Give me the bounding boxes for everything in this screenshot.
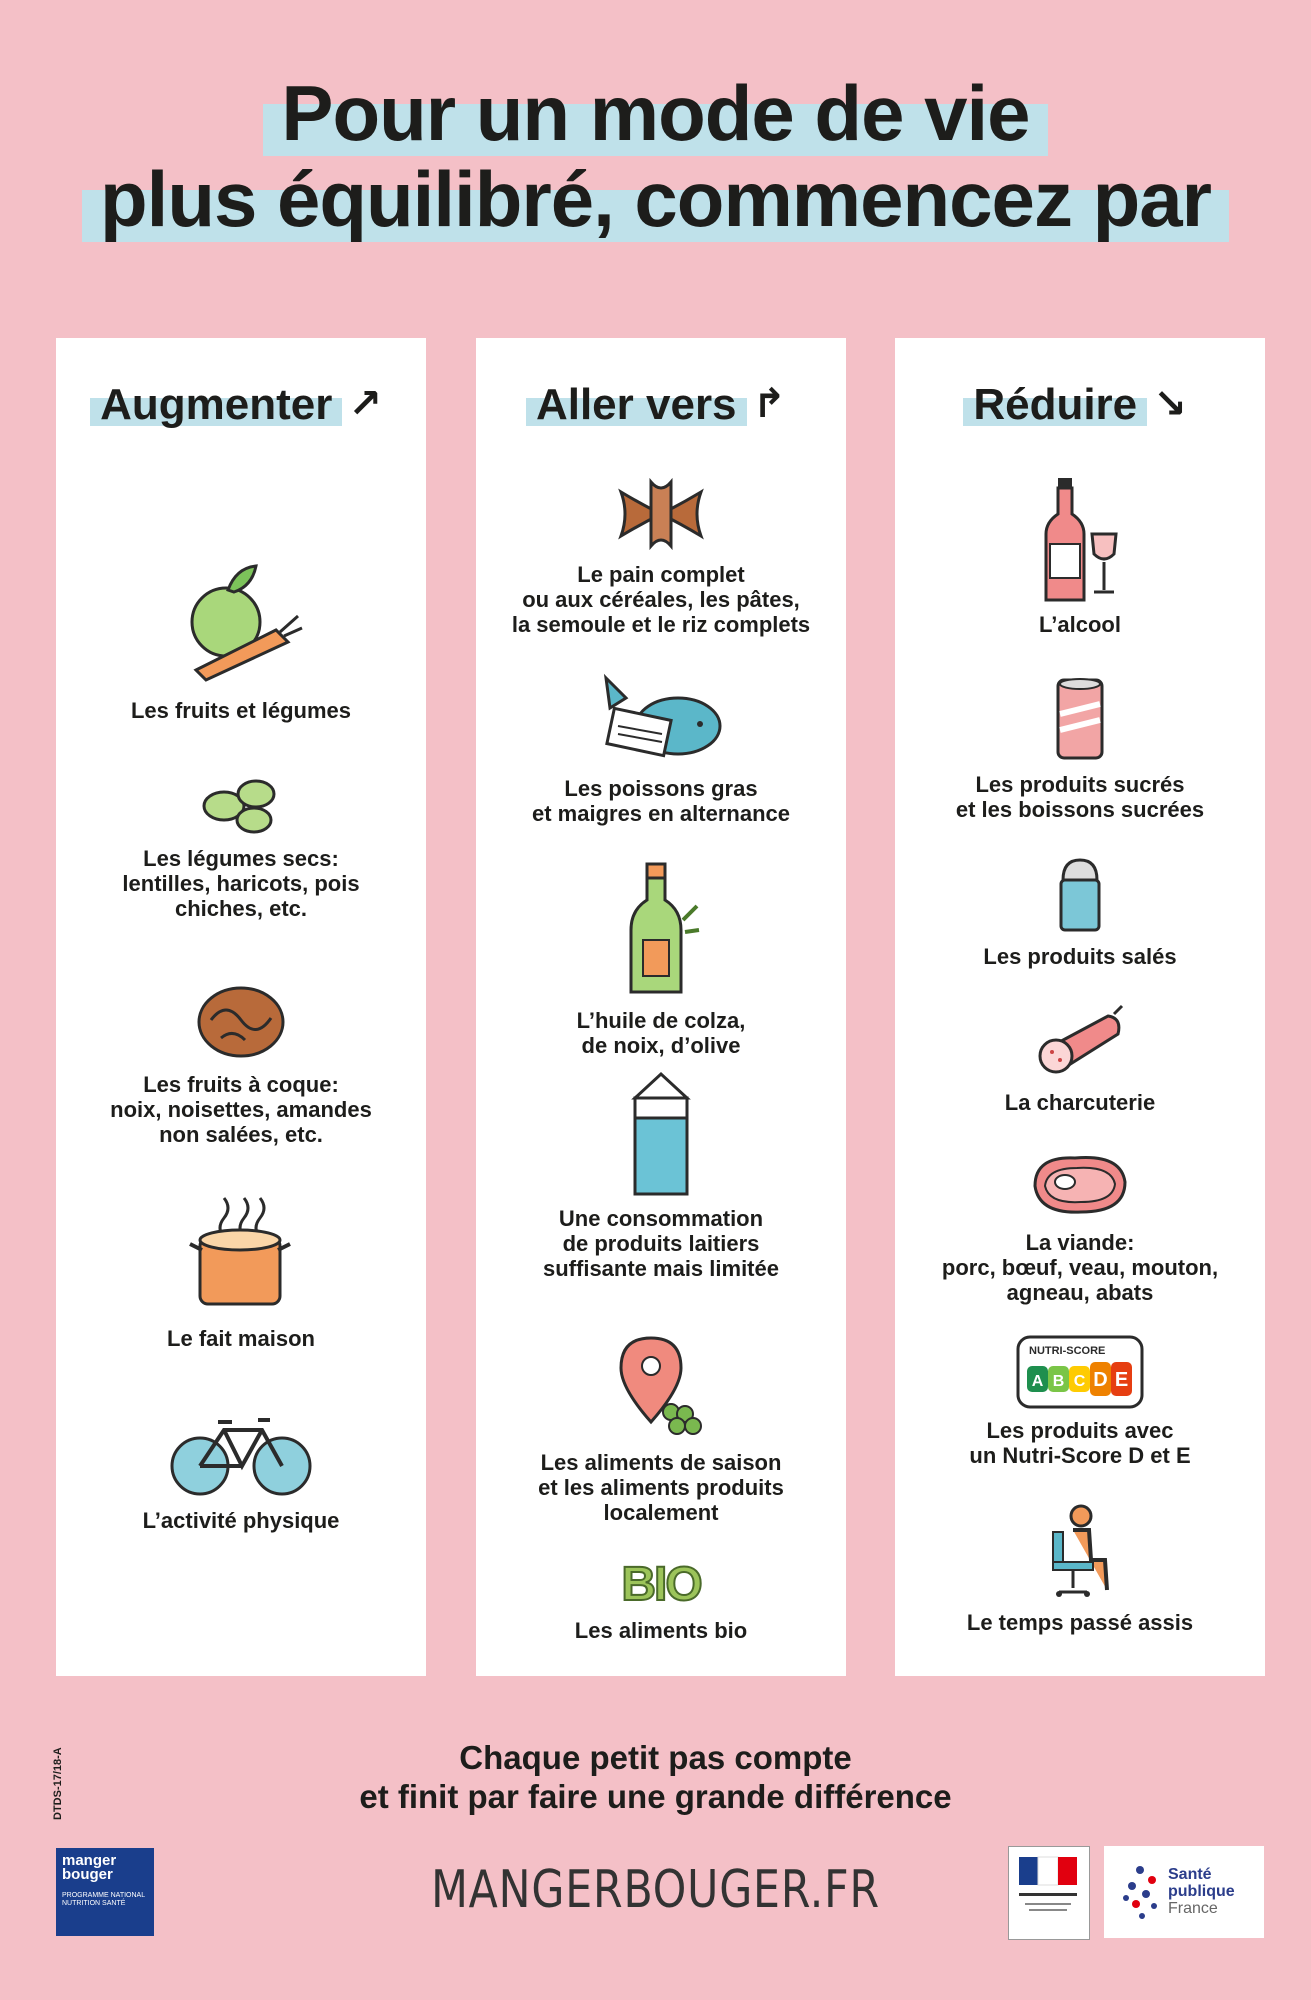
- local-pin-grapes-icon: [611, 1332, 711, 1442]
- item-temps-assis: [895, 1502, 1265, 1635]
- mangerbouger-logo-text: manger bouger: [62, 1852, 117, 1883]
- item-fait-maison: [56, 1188, 426, 1351]
- item-pain-complet: [476, 474, 846, 637]
- sitting-person-icon: [1045, 1502, 1115, 1602]
- item-label: Les produits salés: [983, 944, 1177, 969]
- item-label: Les produits avec un Nutri-Score D et E: [969, 1418, 1191, 1468]
- milk-carton-icon: [621, 1068, 701, 1198]
- nutri-score-letter-b: B: [1052, 1373, 1065, 1390]
- item-label: Les aliments bio: [574, 1618, 748, 1643]
- item-fruits-legumes: [56, 560, 426, 723]
- arrow-turn-right-icon: ↱: [752, 382, 787, 426]
- document-code: DTDS-17/18-A: [52, 1747, 64, 1820]
- nutri-score-letter-c: C: [1073, 1373, 1086, 1390]
- item-produits-sucres: [895, 674, 1265, 822]
- item-nutri-score: [895, 1334, 1265, 1468]
- item-label: Le fait maison: [167, 1326, 315, 1351]
- item-huile: [476, 860, 846, 1058]
- item-bio: [476, 1560, 846, 1643]
- column-reduire: [895, 338, 1265, 1676]
- site-url[interactable]: MANGERBOUGER.FR: [431, 1860, 880, 1920]
- item-label: Les fruits à coque: noix, noisettes, amandes non salées, etc.: [110, 1072, 372, 1147]
- item-alcool: [895, 474, 1265, 637]
- item-label: L’huile de colza, de noix, d’olive: [576, 1008, 746, 1058]
- item-label: Le temps passé assis: [966, 1610, 1194, 1635]
- steak-icon: [1025, 1146, 1135, 1222]
- marianne-flag-icon: [1009, 1847, 1087, 1937]
- column-heading-reduire: Réduire ↘: [895, 380, 1265, 430]
- nutri-score-letter-a: A: [1031, 1373, 1044, 1390]
- item-activite-physique: [56, 1410, 426, 1533]
- nutri-score-icon: [1015, 1334, 1145, 1410]
- beans-icon: [196, 768, 286, 838]
- nutri-score-letters: [1027, 1362, 1132, 1396]
- item-label: La viande: porc, bœuf, veau, mouton, agneau, abats: [941, 1230, 1219, 1305]
- sante-publique-dots-icon: [1110, 1846, 1170, 1938]
- item-label: Les fruits et légumes: [130, 698, 352, 723]
- item-produits-laitiers: [476, 1068, 846, 1281]
- sausage-icon: [1030, 1002, 1130, 1082]
- apple-carrot-icon: [176, 560, 306, 690]
- item-produits-sales: [895, 856, 1265, 969]
- item-fruits-coque: [56, 980, 426, 1147]
- nutri-score-title: NUTRI-SCORE: [1029, 1345, 1106, 1357]
- item-viande: [895, 1146, 1265, 1305]
- footer-tagline: Chaque petit pas compte et finit par faire une grande différence: [359, 1739, 952, 1815]
- item-saison-local: [476, 1332, 846, 1525]
- pasta-icon: [611, 474, 711, 554]
- item-label: Le pain complet ou aux céréales, les pâtes, la semoule et le riz complets: [511, 562, 811, 637]
- page-title: [0, 70, 1311, 242]
- arrow-down-right-icon: ↘: [1153, 382, 1187, 426]
- item-label: Les aliments de saison et les aliments produits localement: [538, 1450, 784, 1525]
- item-label: Les poissons gras et maigres en alternance: [531, 776, 790, 826]
- column-heading-augmenter: Augmenter ↗: [56, 380, 426, 430]
- column-heading-aller-vers: Aller vers ↱: [476, 380, 846, 430]
- item-legumes-secs: [56, 768, 426, 921]
- item-label: Une consommation de produits laitiers suffisante mais limitée: [543, 1206, 779, 1281]
- oil-bottle-icon: [621, 860, 701, 1000]
- column-augmenter: [56, 338, 426, 1676]
- item-poissons: [476, 668, 846, 826]
- salt-shaker-icon: [1055, 856, 1105, 936]
- bicycle-icon: [166, 1410, 316, 1500]
- bio-icon: BIO: [621, 1558, 701, 1611]
- soda-can-icon: [1050, 674, 1110, 764]
- sante-publique-text: Santé publique France: [1168, 1866, 1235, 1917]
- item-label: L’alcool: [1039, 612, 1121, 637]
- mangerbouger-logo-subtitle: PROGRAMME NATIONAL NUTRITION SANTÉ: [62, 1892, 145, 1907]
- title-line-1: Pour un mode de vie: [281, 70, 1029, 156]
- cooking-pot-icon: [186, 1188, 296, 1318]
- nutri-score-letter-d: D: [1093, 1369, 1108, 1391]
- item-charcuterie: [895, 1002, 1265, 1115]
- item-label: L’activité physique: [142, 1508, 340, 1533]
- fish-icon: [596, 668, 726, 768]
- republique-francaise-logo: [1008, 1846, 1090, 1940]
- item-label: Les légumes secs: lentilles, haricots, pois chiches, etc.: [122, 846, 360, 921]
- item-label: La charcuterie: [1004, 1090, 1156, 1115]
- column-aller-vers: [476, 338, 846, 1676]
- item-label: Les produits sucrés et les boissons sucrées: [955, 772, 1205, 822]
- arrow-up-right-icon: ↗: [348, 382, 382, 426]
- title-line-2: plus équilibré, commencez par: [100, 156, 1211, 242]
- wine-bottle-icon: [1040, 474, 1120, 604]
- nutri-score-letter-e: E: [1114, 1369, 1129, 1391]
- walnut-icon: [191, 980, 291, 1064]
- sante-publique-france-logo: [1104, 1846, 1264, 1938]
